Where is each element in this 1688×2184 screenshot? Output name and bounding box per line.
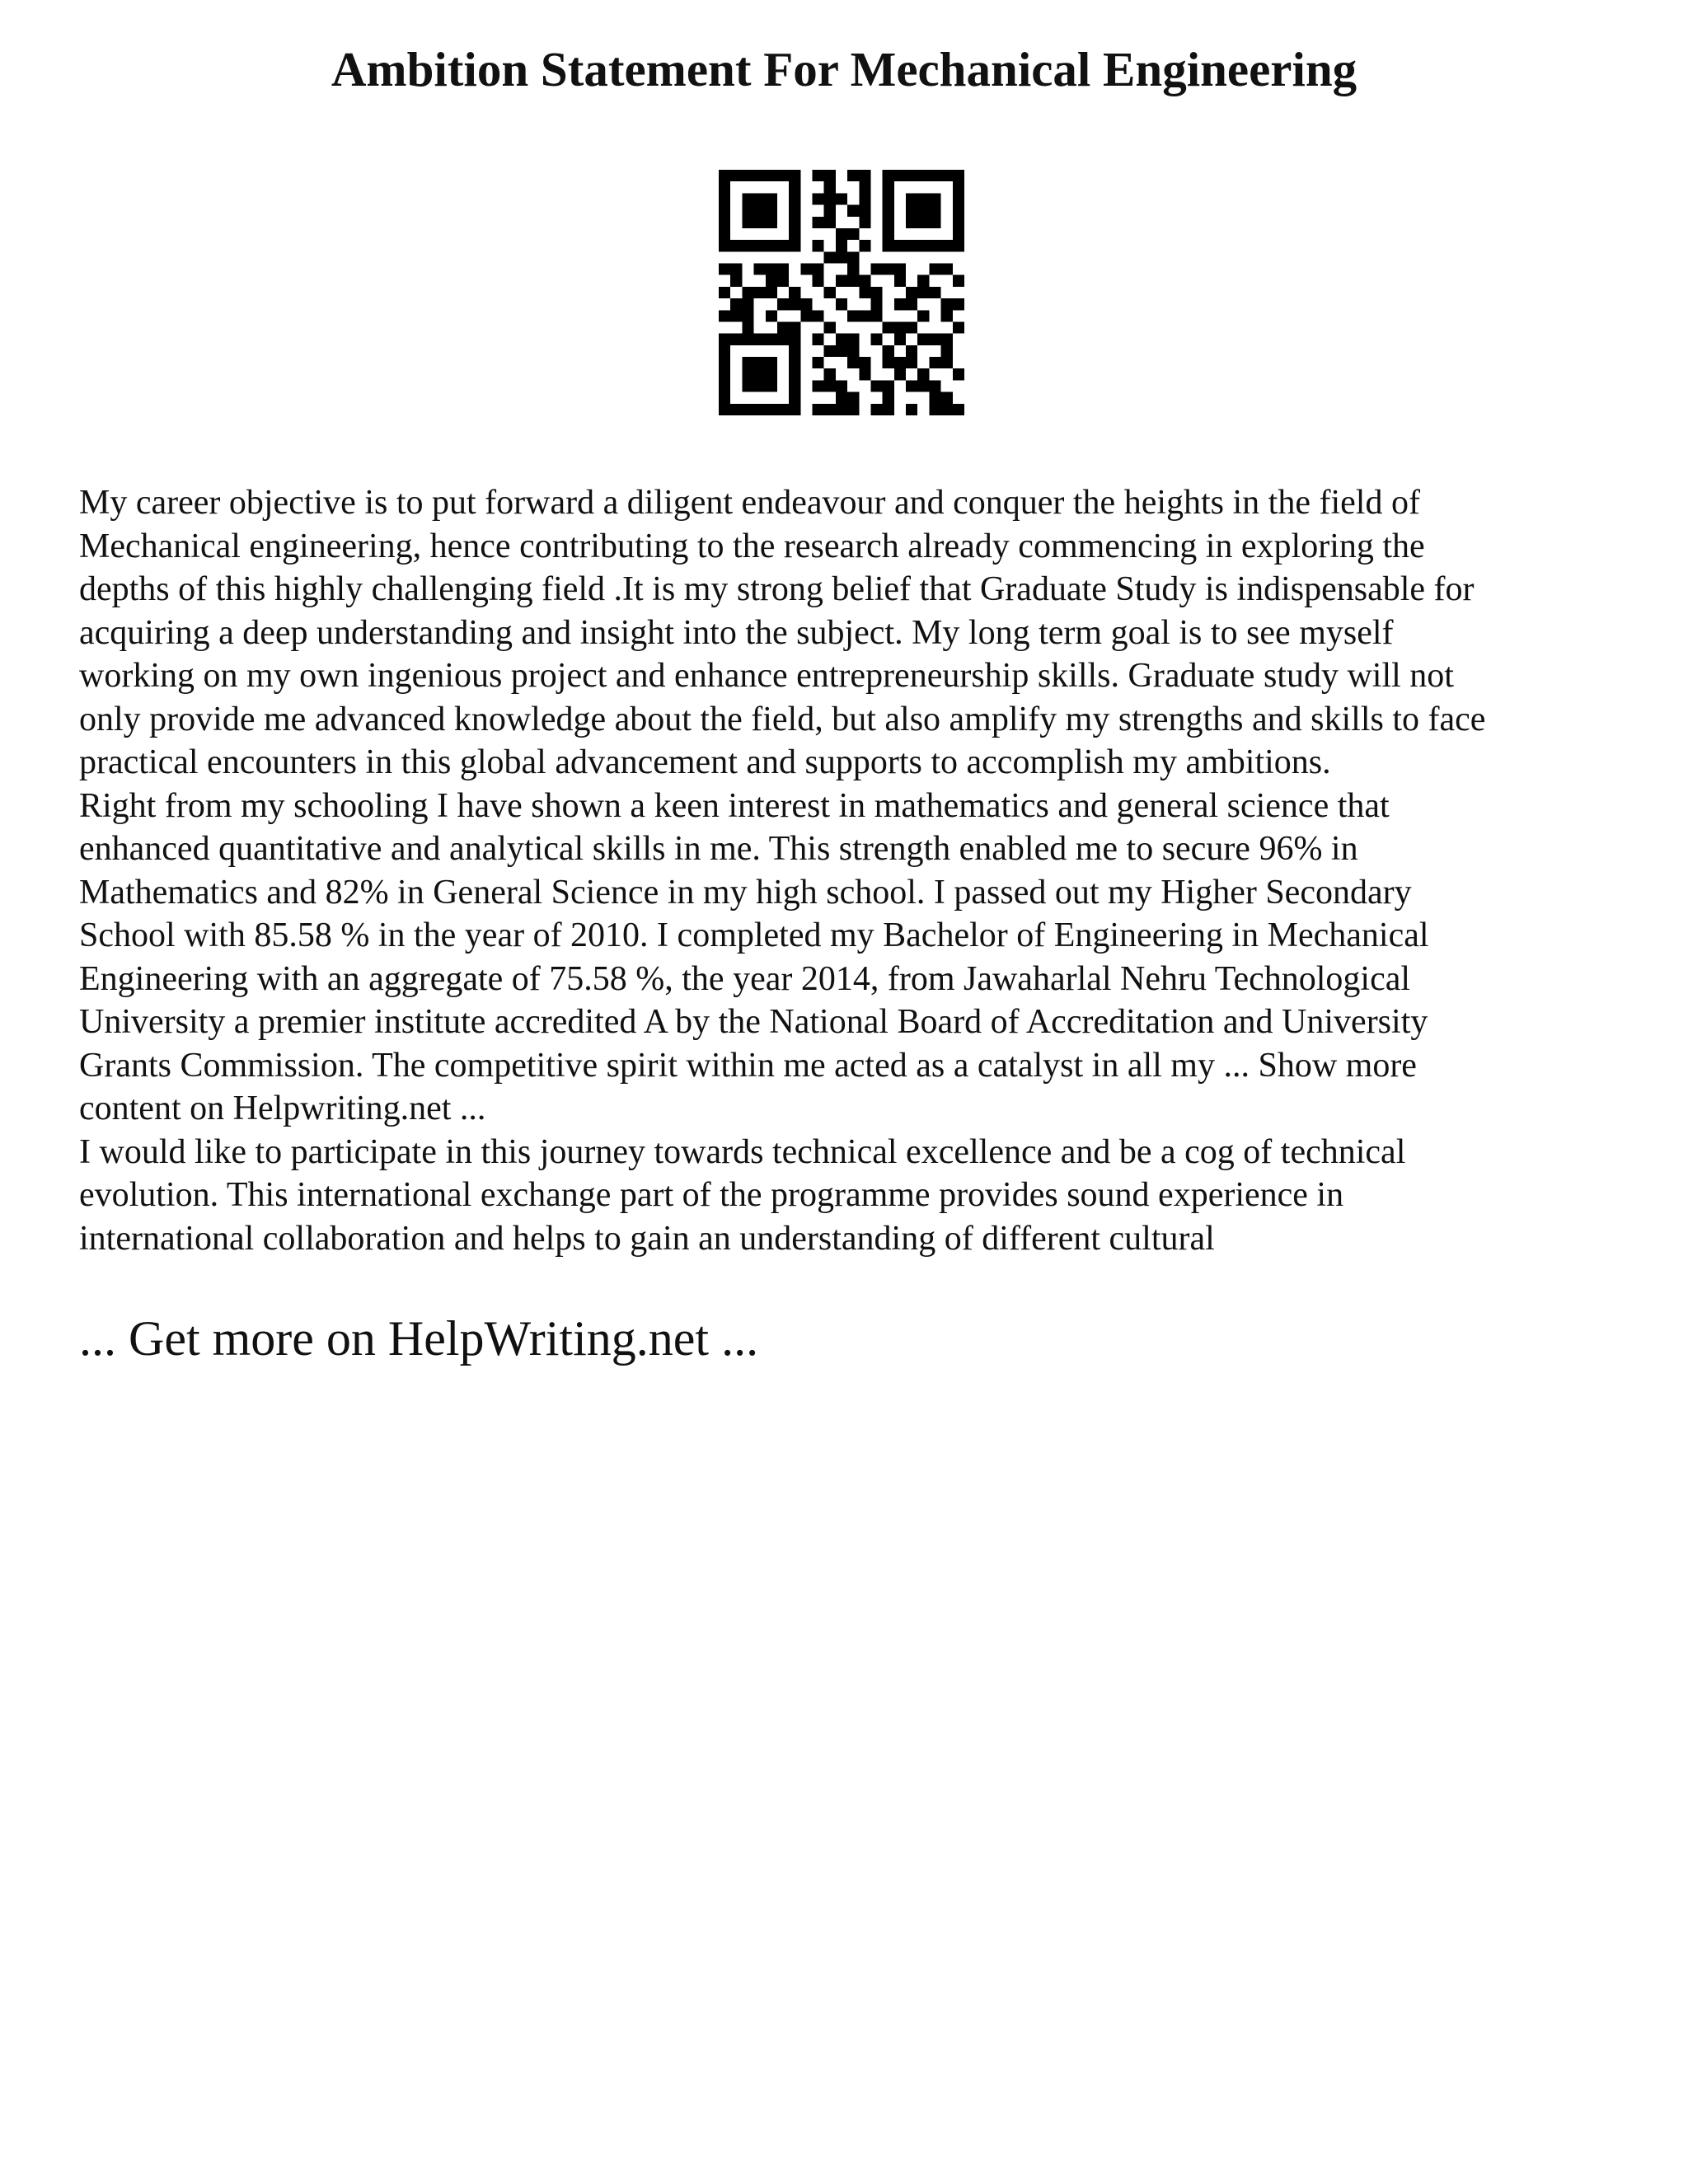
paragraph-line: Grants Commission. The competitive spirit within me acted as a catalyst in all my ... Show more [79, 1046, 1417, 1085]
paragraph-line: School with 85.58 % in the year of 2010. I completed my Bachelor of Engineering in Mechanical [79, 916, 1429, 954]
paragraph-line: depths of this highly challenging field .It is my strong belief that Graduate Study is indispensable for [79, 570, 1475, 608]
paragraph-line: Engineering with an aggregate of 75.58 %, the year 2014, from Jawaharlal Nehru Technological [79, 959, 1411, 998]
paragraph-line: enhanced quantitative and analytical skills in me. This strength enabled me to secure 96% in [79, 830, 1358, 868]
paragraph-2 [79, 785, 1629, 1131]
paragraph-line: University a premier institute accredited A by the National Board of Accreditation and University [79, 1003, 1428, 1041]
page-title: Ambition Statement For Mechanical Engineering [331, 42, 1357, 96]
paragraph-line: working on my own ingenious project and enhance entrepreneurship skills. Graduate study will not [79, 657, 1454, 695]
paragraph-line: I would like to participate in this journey towards technical excellence and be a cog of technical [79, 1132, 1406, 1171]
paragraph-3 [79, 1131, 1629, 1261]
paragraph-1 [79, 481, 1629, 785]
paragraph-line: international collaboration and helps to gain an understanding of different cultural [79, 1219, 1215, 1258]
paragraph-line: Mechanical engineering, hence contributing to the research already commencing in exploring the [79, 527, 1425, 565]
paragraph-line: evolution. This international exchange part of the programme provides sound experience in [79, 1176, 1344, 1214]
paragraph-line: only provide me advanced knowledge about the field, but also amplify my strengths and skills to face [79, 700, 1486, 738]
qr-code-icon [719, 170, 964, 415]
paragraph-line: acquiring a deep understanding and insight into the subject. My long term goal is to see myself [79, 613, 1394, 652]
paragraph-line: Right from my schooling I have shown a keen interest in mathematics and general science that [79, 786, 1390, 825]
paragraph-line: content on Helpwriting.net ... [79, 1090, 486, 1127]
paragraph-line: practical encounters in this global advancement and supports to accomplish my ambitions. [79, 743, 1331, 781]
statement-body [79, 481, 1629, 1260]
get-more-link[interactable]: ... Get more on HelpWriting.net ... [79, 1311, 759, 1366]
paragraph-line: My career objective is to put forward a diligent endeavour and conquer the heights in the field of [79, 484, 1420, 522]
paragraph-line: Mathematics and 82% in General Science in my high school. I passed out my Higher Secondary [79, 873, 1412, 912]
